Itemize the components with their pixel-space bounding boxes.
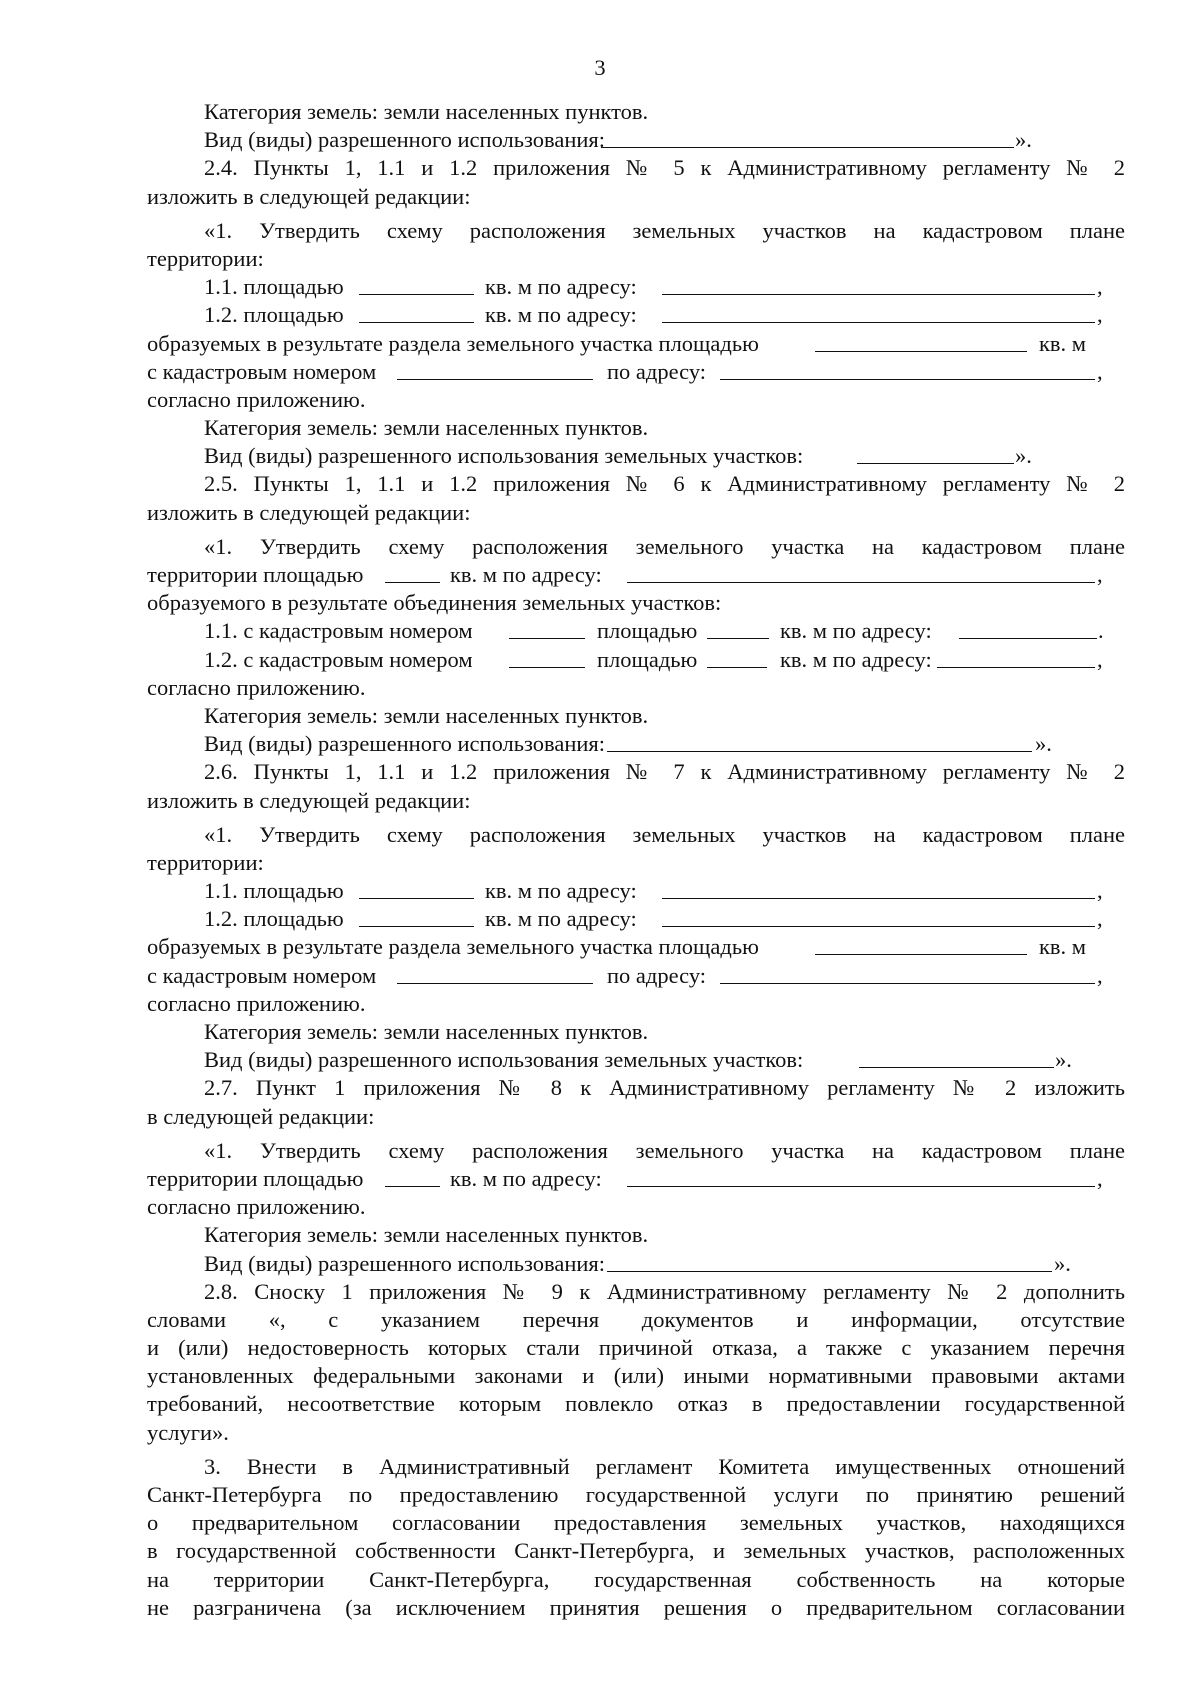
blank-field[interactable] xyxy=(720,358,1095,380)
text-line: «1. Утвердить схему расположения земельных участков на кадастровом плане xyxy=(204,217,1125,243)
blank-field[interactable] xyxy=(662,877,1095,899)
blank-field[interactable] xyxy=(359,273,474,295)
blank-field[interactable] xyxy=(815,330,1027,352)
fill-line: образуемых в результате раздела земельного участка площадью кв. м xyxy=(147,330,1087,356)
fill-line: Вид (виды) разрешенного использования: ». xyxy=(204,127,1032,153)
blank-field[interactable] xyxy=(707,646,767,668)
paragraph-2-4: 2.4. Пункты 1, 1.1 и 1.2 приложения № 5 к Административному регламенту № 2 xyxy=(204,155,1125,181)
paragraph-2-6: 2.6. Пункты 1, 1.1 и 1.2 приложения № 7 к Административному регламенту № 2 xyxy=(204,759,1125,785)
blank-field[interactable] xyxy=(385,1165,440,1187)
text-line: Категория земель: земли населенных пунктов. xyxy=(204,1222,649,1248)
text-line: образуемого в результате объединения земельных участков: xyxy=(147,590,722,616)
fill-line: 1.2. с кадастровым номером площадью кв. м по адресу: , xyxy=(204,646,1103,672)
text-line: о предварительном согласовании предоставления земельных участков, находящихся xyxy=(147,1510,1125,1536)
fill-line: образуемых в результате раздела земельного участка площадью кв. м xyxy=(147,934,1087,960)
text-line: услуги». xyxy=(147,1419,229,1445)
blank-field[interactable] xyxy=(720,962,1095,984)
text-line: «1. Утвердить схему расположения земельных участков на кадастровом плане xyxy=(204,821,1125,847)
text-line: территории: xyxy=(147,849,264,875)
blank-field[interactable] xyxy=(627,561,1095,583)
blank-field[interactable] xyxy=(627,1165,1095,1187)
text-line: согласно приложению. xyxy=(147,674,366,700)
text-line: изложить в следующей редакции: xyxy=(147,787,471,813)
paragraph-2-8: 2.8. Сноску 1 приложения № 9 к Административному регламенту № 2 дополнить xyxy=(204,1278,1125,1304)
text-line: в следующей редакции: xyxy=(147,1103,375,1129)
text-line: изложить в следующей редакции: xyxy=(147,183,471,209)
blank-field[interactable] xyxy=(397,358,593,380)
text-line: согласно приложению. xyxy=(147,1194,366,1220)
blank-field[interactable] xyxy=(601,126,1014,148)
blank-field[interactable] xyxy=(662,905,1095,927)
blank-field[interactable] xyxy=(607,1250,1052,1272)
text-line: Категория земель: земли населенных пунктов. xyxy=(204,702,649,728)
blank-field[interactable] xyxy=(937,646,1095,668)
paragraph-2-7: 2.7. Пункт 1 приложения № 8 к Административному регламенту № 2 изложить xyxy=(204,1075,1125,1101)
text-line: словами «, с указанием перечня документов и информации, отсутствие xyxy=(147,1306,1125,1332)
blank-field[interactable] xyxy=(359,301,474,323)
blank-field[interactable] xyxy=(607,730,1032,752)
text-line: Категория земель: земли населенных пунктов. xyxy=(204,99,649,124)
blank-field[interactable] xyxy=(509,646,585,668)
fill-line: с кадастровым номером по адресу: , xyxy=(147,962,1103,988)
text-line: Санкт-Петербурга по предоставлению государственной услуги по принятию решений xyxy=(147,1482,1125,1507)
text-line: изложить в следующей редакции: xyxy=(147,499,471,525)
paragraph-2-5: 2.5. Пункты 1, 1.1 и 1.2 приложения № 6 к Административному регламенту № 2 xyxy=(204,471,1125,497)
text-line: Категория земель: земли населенных пунктов. xyxy=(204,415,649,441)
blank-field[interactable] xyxy=(662,301,1095,323)
text-line: установленных федеральными законами и (или) иными нормативными правовыми актами xyxy=(147,1363,1125,1389)
blank-field[interactable] xyxy=(859,1046,1054,1068)
text-line: «1. Утвердить схему расположения земельного участка на кадастровом плане xyxy=(204,1137,1125,1163)
page-number: 3 xyxy=(594,55,606,80)
fill-line: 1.2. площадью кв. м по адресу: , xyxy=(204,302,1103,328)
fill-line: Вид (виды) разрешенного использования земельных участков: ». xyxy=(204,443,1032,469)
blank-field[interactable] xyxy=(857,442,1014,464)
blank-field[interactable] xyxy=(959,617,1097,639)
text-line: согласно приложению. xyxy=(147,386,366,412)
blank-field[interactable] xyxy=(359,905,474,927)
text-line: в государственной собственности Санкт-Петербурга, и земельных участков, расположенных xyxy=(147,1538,1125,1564)
fill-line: территории площадью кв. м по адресу: , xyxy=(147,1165,1103,1191)
blank-field[interactable] xyxy=(509,617,585,639)
text-line: не разграничена (за исключением принятия решения о предварительном согласовании xyxy=(147,1594,1125,1620)
text-line: согласно приложению. xyxy=(147,990,366,1016)
blank-field[interactable] xyxy=(359,877,474,899)
fill-line: Вид (виды) разрешенного использования земельных участков: ». xyxy=(204,1047,1072,1073)
blank-field[interactable] xyxy=(707,617,769,639)
fill-line: с кадастровым номером по адресу: , xyxy=(147,358,1103,384)
blank-field[interactable] xyxy=(397,962,593,984)
fill-line: территории площадью кв. м по адресу: , xyxy=(147,562,1103,587)
document-body xyxy=(147,98,1125,1622)
text-line: «1. Утвердить схему расположения земельного участка на кадастровом плане xyxy=(204,533,1125,559)
text-line: и (или) недостоверность которых стали причиной отказа, а также с указанием перечня xyxy=(147,1335,1125,1361)
fill-line: Вид (виды) разрешенного использования: ». xyxy=(204,1250,1071,1276)
text-line: на территории Санкт-Петербурга, государственная собственность на которые xyxy=(147,1566,1125,1592)
text-line: территории: xyxy=(147,245,264,271)
paragraph-3: 3. Внести в Административный регламент Комитета имущественных отношений xyxy=(204,1453,1125,1479)
text-line: требований, несоответствие которым повлекло отказ в предоставлении государственной xyxy=(147,1391,1125,1417)
blank-field[interactable] xyxy=(385,561,440,583)
fill-line: 1.1. площадью кв. м по адресу: , xyxy=(204,878,1103,904)
fill-line: 1.1. площадью кв. м по адресу: , xyxy=(204,274,1103,300)
fill-line: 1.1. с кадастровым номером площадью кв. м по адресу: . xyxy=(204,618,1104,644)
fill-line: Вид (виды) разрешенного использования: ». xyxy=(204,731,1052,757)
blank-field[interactable] xyxy=(815,933,1027,955)
fill-line: 1.2. площадью кв. м по адресу: , xyxy=(204,906,1103,932)
blank-field[interactable] xyxy=(662,273,1095,295)
text-line: Категория земель: земли населенных пунктов. xyxy=(204,1019,649,1044)
